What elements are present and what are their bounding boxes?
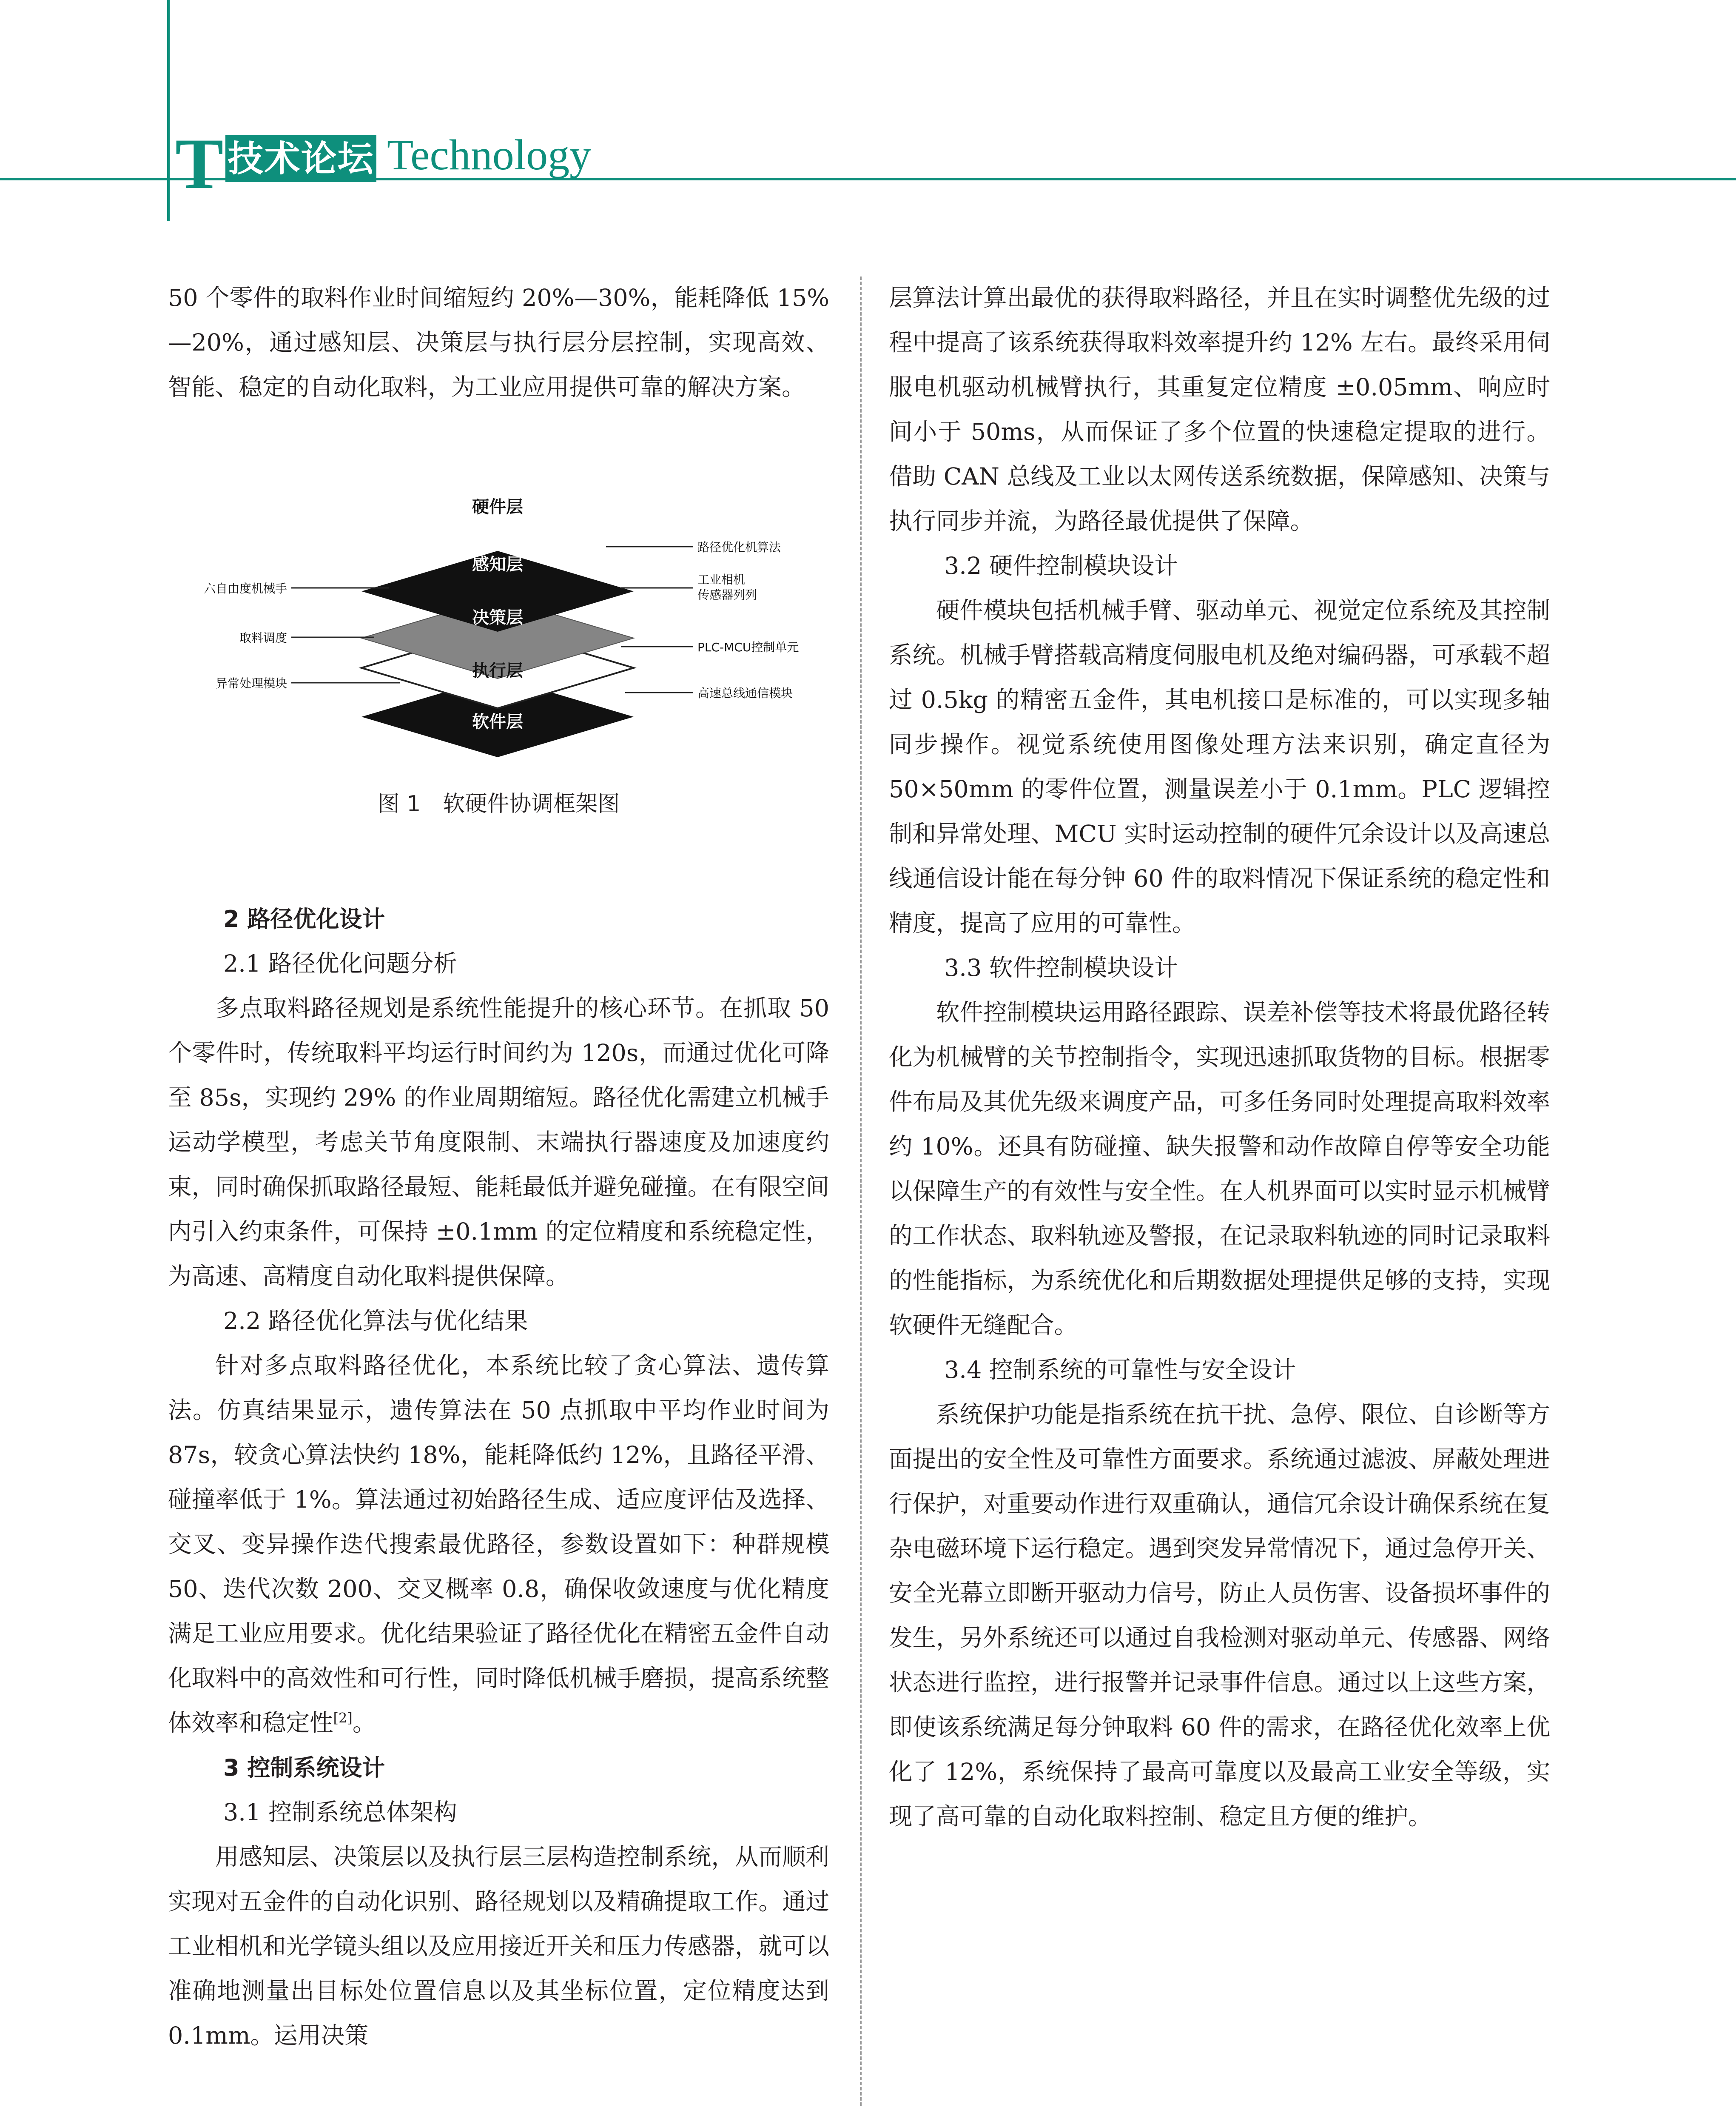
figure-svg [200,489,825,761]
layer-hardware-label: 硬件层 [472,497,523,517]
header-logo-letter: T [175,124,224,204]
column-divider [860,277,862,2106]
right-label-algorithm: 路径优化机算法 [697,540,781,554]
figure-caption: 图 1 软硬件协调框架图 [377,791,620,817]
section-2-2-heading: 2.2 路径优化算法与优化结果 [223,1307,528,1335]
section-2-heading: 2 路径优化设计 [223,906,385,932]
layer-execution-label: 执行层 [472,661,523,681]
left-label-exception: 异常处理模块 [215,676,287,690]
section-3-4-paragraph: 系统保护功能是指系统在抗干扰、急停、限位、自诊断等方面提出的安全性及可靠性方面要求。系统通过滤波、屏蔽处理进行保护，对重要动作进行双重确认，通信冗余设计确保系统在复杂电磁环境下运行稳定。遇到突发异常情况下，通过急停开关、安全光幕立即断开驱动力信号，防止人员伤害、设备损坏事件的发生，另外系统还可以通过自我检测对驱动单元、传感器、网络状态进行监控，进行报警并记录事件信息。通过以上这些方案，即使该系统满足每分钟取料 60 件的需求，在路径优化效率上优化了 12%，系统保持了最高可靠度以及最高工业安全等级，实现了高可靠的自动化取料控制、稳定且方便的维护。 [889,1401,1550,1830]
right-label-bus: 高速总线通信模块 [697,686,793,700]
reference-2: [2] [333,1710,353,1726]
right-label-camera: 工业相机 [697,573,746,587]
header-vertical-rule [167,0,170,221]
right-column [889,276,1550,1839]
layer-software-label: 软件层 [472,712,523,732]
layer-perception-label: 感知层 [472,555,523,574]
right-label-plc: PLC-MCU控制单元 [697,640,799,654]
section-2-1-heading: 2.1 路径优化问题分析 [223,950,457,978]
continuation-paragraph: 层算法计算出最优的获得取料路径，并且在实时调整优先级的过程中提高了该系统获得取料效率提升约 12% 左右。最终采用伺服电机驱动机械臂执行，其重复定位精度 ±0.05mm、响应时间小于 50ms，从而保证了多个位置的快速稳定提取的进行。借助 CAN 总线及工业以太网传送系统数据，保障感知、决策与执行同步并流，为路径最优提供了保障。 [889,284,1550,535]
section-3-3-heading: 3.3 软件控制模块设计 [944,954,1178,982]
section-3-1-heading: 3.1 控制系统总体架构 [223,1799,457,1826]
figure-architecture [200,489,825,761]
header-section-en: Technology [387,131,592,179]
right-label-sensors: 传感器列列 [697,588,757,602]
section-2-2-end: 。 [352,1709,376,1737]
section-2-2-text: 针对多点取料路径优化，本系统比较了贪心算法、遗传算法。仿真结果显示，遗传算法在 50 点抓取中平均作业时间为 87s，较贪心算法快约 18%，能耗降低约 12%，且路径平滑、碰撞率低于 1%。算法通过初始路径生成、适应度评估及选择、交叉、变异操作迭代搜索最优路径，参数设置如下：种群规模 50、迭代次数 200、交叉概率 0.8，确保收敛速度与优化精度满足工业应用要求。优化结果验证了路径优化在精密五金件自动化取料中的高效性和可行性，同时降低机械手磨损，提高系统整体效率和稳定性 [168,1352,829,1737]
left-label-scheduling: 取料调度 [239,631,287,645]
section-2-2-paragraph [168,1343,829,1745]
section-3-1-paragraph: 用感知层、决策层以及执行层三层构造控制系统，从而顺利实现对五金件的自动化识别、路径规划以及精确提取工作。通过工业相机和光学镜头组以及应用接近开关和压力传感器，就可以准确地测量出目标处位置信息以及其坐标位置，定位精度达到 0.1mm。运用决策 [168,1843,829,2050]
section-3-2-paragraph: 硬件模块包括机械手臂、驱动单元、视觉定位系统及其控制系统。机械手臂搭载高精度伺服电机及绝对编码器，可承载不超过 0.5kg 的精密五金件，其电机接口是标准的，可以实现多轴同步操作。视觉系统使用图像处理方法来识别，确定直径为 50×50mm 的零件位置，测量误差小于 0.1mm。PLC 逻辑控制和异常处理、MCU 实时运动控制的硬件冗余设计以及高速总线通信设计能在每分钟 60 件的取料情况下保证系统的稳定性和精度，提高了应用的可靠性。 [889,597,1550,937]
section-3-2-heading: 3.2 硬件控制模块设计 [944,552,1178,580]
header-section-cn: 技术论坛 [225,135,376,182]
section-3-3-paragraph: 软件控制模块运用路径跟踪、误差补偿等技术将最优路径转化为机械臂的关节控制指令，实现迅速抓取货物的目标。根据零件布局及其优先级来调度产品，可多任务同时处理提高取料效率约 10%。还具有防碰撞、缺失报警和动作故障自停等安全功能以保障生产的有效性与安全性。在人机界面可以实时显示机械臂的工作状态、取料轨迹及警报，在记录取料轨迹的同时记录取料的性能指标，为系统优化和后期数据处理提供足够的支持，实现软硬件无缝配合。 [889,999,1550,1339]
intro-paragraph: 50 个零件的取料作业时间缩短约 20%—30%，能耗降低 15%—20%，通过感知层、决策层与执行层分层控制，实现高效、智能、稳定的自动化取料，为工业应用提供可靠的解决方案。 [168,284,829,401]
section-3-4-heading: 3.4 控制系统的可靠性与安全设计 [944,1356,1296,1384]
section-2-1-paragraph: 多点取料路径规划是系统性能提升的核心环节。在抓取 50 个零件时，传统取料平均运行时间约为 120s，而通过优化可降至 85s，实现约 29% 的作业周期缩短。路径优化需建立机械手运动学模型，考虑关节角度限制、末端执行器速度及加速度约束，同时确保抓取路径最短、能耗最低并避免碰撞。在有限空间内引入约束条件，可保持 ±0.1mm 的定位精度和系统稳定性，为高速、高精度自动化取料提供保障。 [168,995,829,1290]
section-3-heading: 3 控制系统设计 [223,1754,385,1781]
left-label-robot: 六自由度机械手 [203,582,287,596]
layer-decision-label: 决策层 [472,608,523,627]
